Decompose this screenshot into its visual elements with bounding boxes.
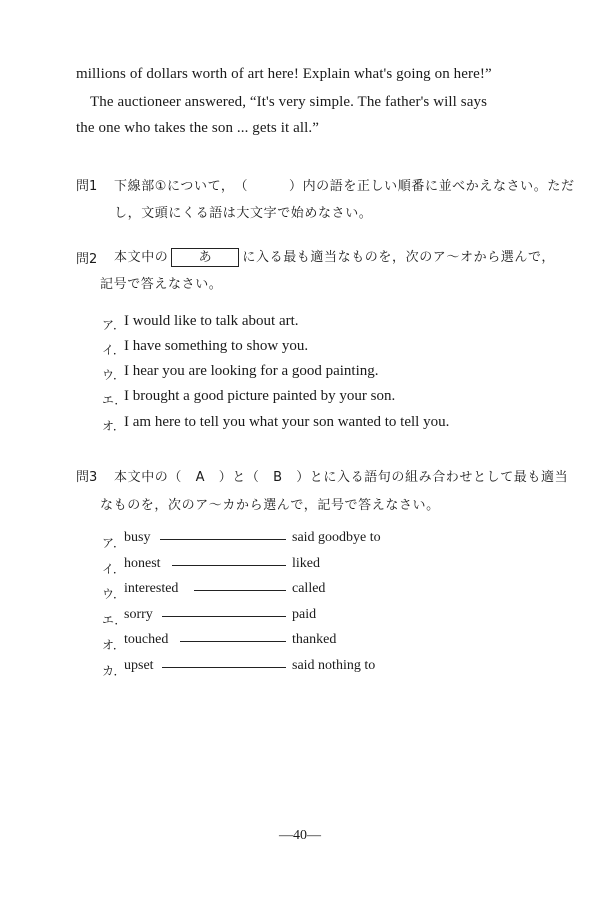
q3-pair-label-b: イ． — [102, 562, 125, 576]
question-1-paren: （ ） — [234, 179, 303, 194]
q2-option-label-e: オ． — [102, 419, 125, 433]
question-2-line-2: 記号で答えなさい。 — [100, 277, 223, 292]
passage-line-1: millions of dollars worth of art here! Explain what's going on here!” — [76, 66, 492, 82]
question-1-line-2: し，文頭にくる語は大文字で始めなさい。 — [114, 206, 373, 221]
question-1-line-1 — [114, 175, 575, 194]
q3-pair-label-e: オ． — [102, 638, 125, 652]
question-2-number: 問2 — [76, 252, 98, 267]
q2-option-label-a: ア． — [102, 318, 126, 332]
q3-pair-connector-f — [162, 667, 286, 668]
q3-pair-a-e: touched — [124, 632, 169, 647]
q3-pair-connector-e — [180, 641, 286, 642]
question-2-blank-box: あ — [171, 248, 239, 267]
q2-option-text-d: I brought a good picture painted by your son. — [124, 388, 396, 404]
question-2-text-a: 本文中の — [114, 250, 169, 265]
q2-option-label-c: ウ． — [102, 368, 126, 382]
q2-option-text-c: I hear you are looking for a good painting. — [124, 363, 379, 379]
passage-line-2: The auctioneer answered, “It's very simple. The father's will says — [90, 94, 488, 110]
q3-pair-b-e: thanked — [292, 632, 337, 647]
question-2-line-1 — [114, 246, 555, 267]
q3-pair-b-a: said goodbye to — [292, 530, 381, 545]
question-1-number: 問1 — [76, 179, 98, 194]
q3-pair-label-f: カ． — [102, 664, 126, 678]
q3-pair-connector-d — [162, 616, 286, 617]
q3-pair-label-d: エ． — [102, 613, 127, 627]
question-1-text-b: 内の語を正しい順番に並べかえなさい。ただ — [302, 179, 575, 194]
q3-pair-a-c: interested — [124, 581, 179, 596]
q3-pair-a-b: honest — [124, 556, 161, 571]
q3-pair-connector-a — [160, 539, 286, 540]
q2-option-text-e: I am here to tell you what your son wanted to tell you. — [124, 414, 450, 430]
q2-option-label-d: エ． — [102, 393, 127, 407]
q3-pair-b-d: paid — [292, 607, 317, 622]
q3-pair-label-a: ア． — [102, 536, 126, 550]
question-3-number: 問3 — [76, 470, 98, 485]
question-3-line-1: 本文中の（ A ）と（ B ）とに入る語句の組み合わせとして最も適当 — [114, 470, 569, 485]
q3-pair-a-d: sorry — [124, 607, 153, 622]
q2-option-label-b: イ． — [102, 343, 125, 357]
q2-option-text-a: I would like to talk about art. — [124, 313, 299, 329]
question-1-text-a: 下線部①について， — [114, 179, 235, 194]
question-3-line-2: なものを，次のア～カから選んで，記号で答えなさい。 — [100, 498, 440, 513]
q3-pair-a-f: upset — [124, 658, 154, 673]
q2-option-text-b: I have something to show you. — [124, 338, 309, 354]
q3-pair-connector-b — [172, 565, 286, 566]
q3-pair-b-b: liked — [292, 556, 320, 571]
q3-pair-connector-c — [194, 590, 286, 591]
page-number: —40— — [279, 828, 321, 843]
passage-line-3: the one who takes the son ... gets it all.” — [76, 120, 319, 136]
q3-pair-a-a: busy — [124, 530, 151, 545]
question-2-text-b: に入る最も適当なものを，次のア～オから選んで， — [242, 250, 555, 265]
q3-pair-b-f: said nothing to — [292, 658, 376, 673]
q3-pair-label-c: ウ． — [102, 587, 126, 601]
q3-pair-b-c: called — [292, 581, 326, 596]
